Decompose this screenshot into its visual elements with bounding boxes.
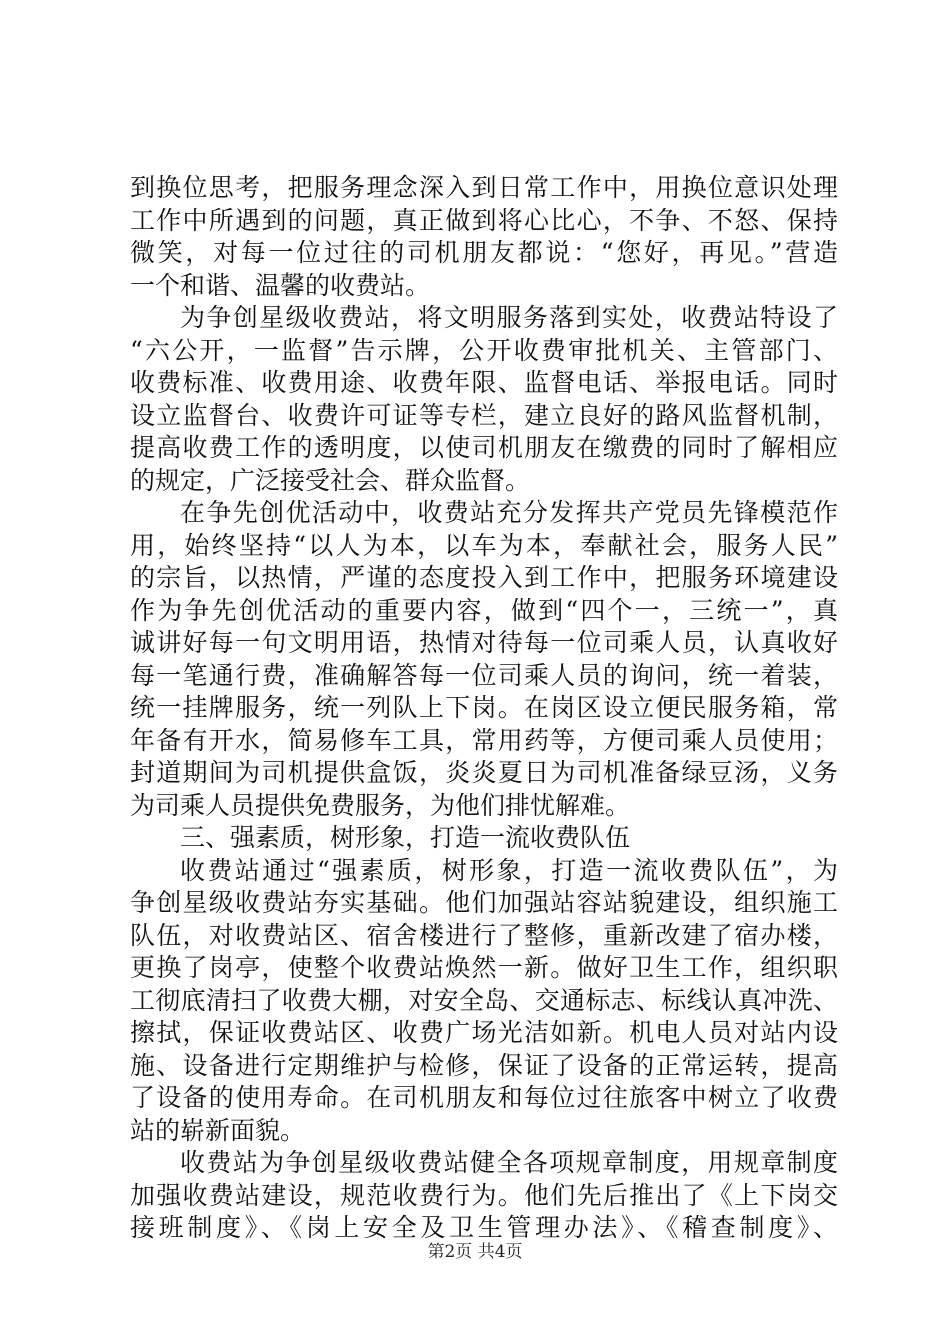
text-line: 统一挂牌服务，统一列队上下岗。在岗区设立便民服务箱，常 bbox=[130, 693, 838, 722]
document-body bbox=[130, 172, 838, 1245]
text-line: 用，始终坚持“以人为本，以车为本，奉献社会，服务人民” bbox=[130, 530, 838, 560]
text-line: 为争创星级收费站，将文明服务落到实处，收费站特设了 bbox=[180, 303, 838, 332]
text-line: 擦拭，保证收费站区、收费广场光洁如新。机电人员对站内设 bbox=[130, 1018, 838, 1047]
text-line: 工彻底清扫了收费大棚，对安全岛、交通标志、标线认真冲洗、 bbox=[130, 985, 838, 1015]
text-line: 接班制度》、《岗上安全及卫生管理办法》、《稽查制度》、 bbox=[130, 1213, 838, 1242]
text-line: 的宗旨，以热情，严谨的态度投入到工作中，把服务环境建设 bbox=[130, 563, 838, 592]
text-line: 的规定，广泛接受社会、群众监督。 bbox=[130, 465, 531, 495]
section-heading: 三、强素质，树形象，打造一流收费队伍 bbox=[180, 823, 631, 852]
text-line: 年备有开水，简易修车工具，常用药等，方便司乘人员使用； bbox=[130, 725, 838, 755]
text-line: 在争先创优活动中，收费站充分发挥共产党员先锋模范作 bbox=[180, 498, 838, 527]
text-line: 提高收费工作的透明度，以使司机朋友在缴费的同时了解相应 bbox=[130, 433, 838, 462]
text-line: 站的崭新面貌。 bbox=[130, 1115, 306, 1145]
text-line: 收费站为争创星级收费站健全各项规章制度，用规章制度 bbox=[180, 1148, 838, 1177]
text-line: 一个和谐、温馨的收费站。 bbox=[130, 270, 431, 300]
text-line: 施、设备进行定期维护与检修，保证了设备的正常运转，提高 bbox=[130, 1050, 838, 1080]
text-line: 争创星级收费站夯实基础。他们加强站容站貌建设，组织施工 bbox=[130, 888, 838, 917]
text-line: 到换位思考，把服务理念深入到日常工作中，用换位意识处理 bbox=[130, 173, 838, 202]
text-line: 微笑，对每一位过往的司机朋友都说：“您好，再见。”营造 bbox=[130, 238, 838, 267]
text-line: 作为争先创优活动的重要内容，做到“四个一，三统一”，真 bbox=[130, 595, 838, 625]
text-line: 诚讲好每一句文明用语，热情对待每一位司乘人员，认真收好 bbox=[130, 628, 838, 657]
text-line: 每一笔通行费，准确解答每一位司乘人员的询问，统一着装， bbox=[130, 660, 838, 690]
text-line: 更换了岗亭，使整个收费站焕然一新。做好卫生工作，组织职 bbox=[130, 953, 838, 982]
text-line: 收费站通过“强素质，树形象，打造一流收费队伍”，为 bbox=[180, 855, 838, 885]
text-line: 封道期间为司机提供盒饭，炎炎夏日为司机准备绿豆汤，义务 bbox=[130, 758, 838, 787]
text-line: 了设备的使用寿命。在司机朋友和每位过往旅客中树立了收费 bbox=[130, 1083, 838, 1112]
text-line: 设立监督台、收费许可证等专栏，建立良好的路风监督机制， bbox=[130, 400, 838, 430]
text-line: 加强收费站建设，规范收费行为。他们先后推出了《上下岗交 bbox=[130, 1180, 838, 1210]
text-line: 为司乘人员提供免费服务，为他们排忧解难。 bbox=[130, 790, 631, 820]
text-line: 工作中所遇到的问题，真正做到将心比心，不争、不怒、保持 bbox=[130, 205, 838, 235]
text-line: 收费标准、收费用途、收费年限、监督电话、举报电话。同时 bbox=[130, 368, 838, 397]
text-line: “六公开，一监督”告示牌，公开收费审批机关、主管部门、 bbox=[130, 335, 838, 365]
page-number-footer: 第2页 共4页 bbox=[427, 1242, 523, 1262]
text-line: 队伍，对收费站区、宿舍楼进行了整修，重新改建了宿办楼， bbox=[130, 920, 838, 950]
